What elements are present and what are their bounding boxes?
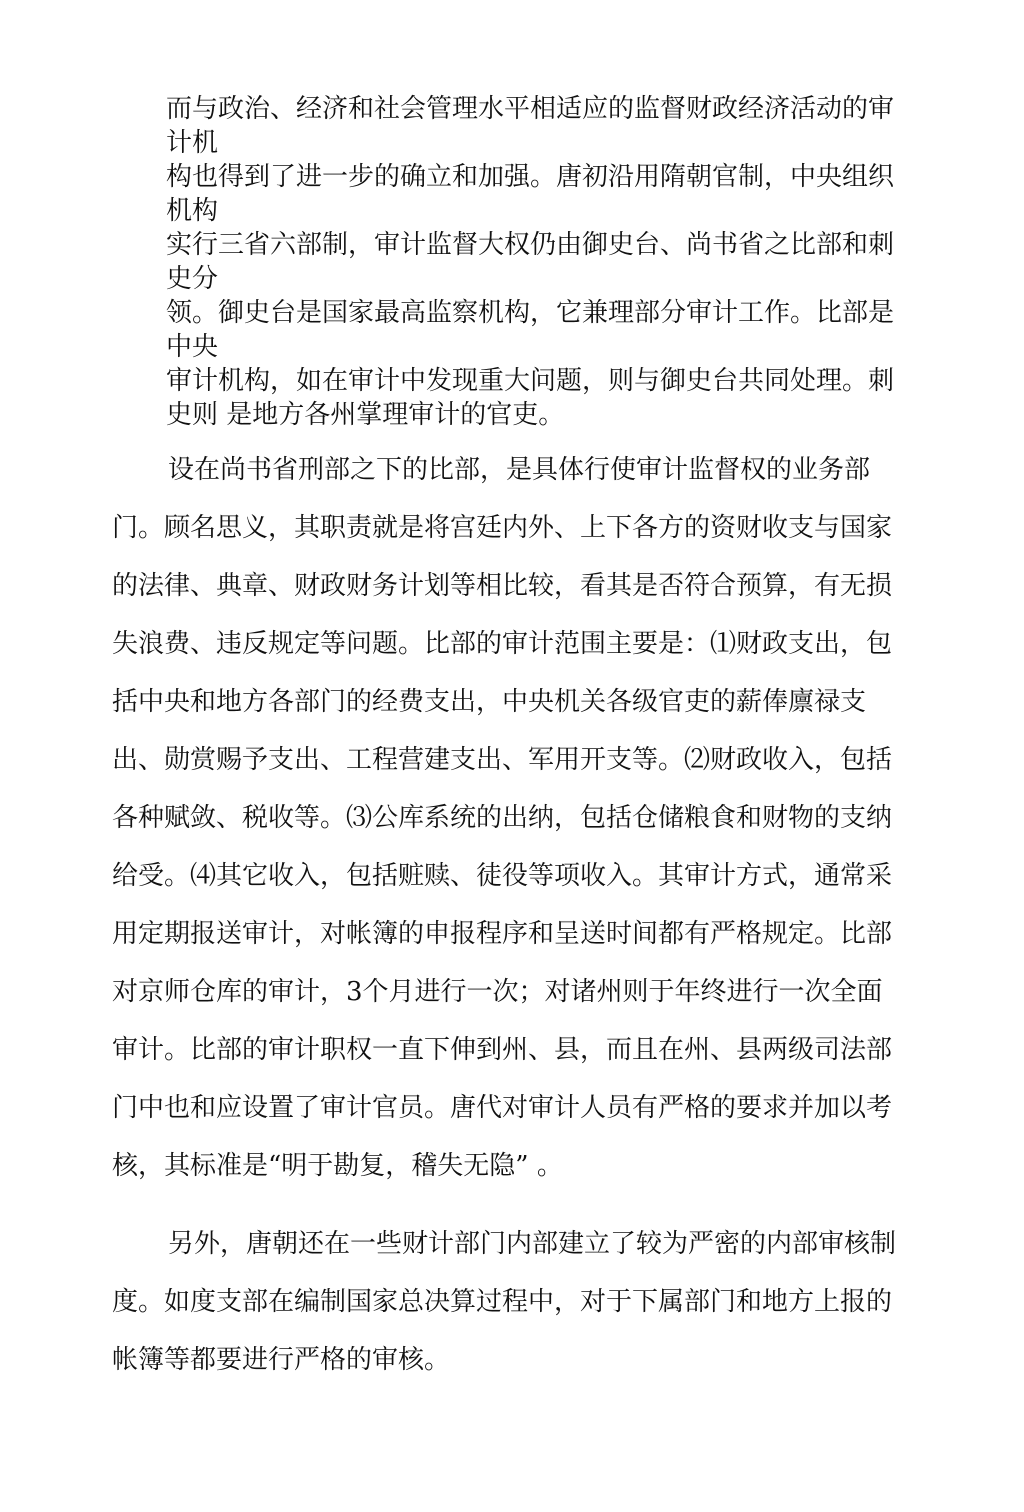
text-line: 计机 — [166, 128, 219, 158]
text-line: 实行三省六部制，审计监督大权仍由御史台、尚书省之比部和刺 — [166, 230, 895, 260]
text-line: 门中也和应设置了审计官员。唐代对审计人员有严格的要求并加以考 — [112, 1093, 893, 1123]
text-line: 设在尚书省刑部之下的比部，是具体行使审计监督权的业务部 — [168, 455, 871, 485]
paragraph-3 — [112, 1226, 902, 1400]
text-line: 核，其标准是“明于勘复，稽失无隐” 。 — [112, 1151, 563, 1181]
text-line: 对京师仓库的审计，3个月进行一次；对诸州则于年终进行一次全面 — [112, 977, 883, 1007]
text-line: 括中央和地方各部门的经费支出，中央机关各级官吏的薪俸廪禄支 — [112, 687, 867, 717]
text-line: 史分 — [166, 264, 219, 294]
text-line: 帐簿等都要进行严格的审核。 — [112, 1345, 451, 1375]
text-line: 的法律、典章、财政财务计划等相比较，看其是否符合预算，有无损 — [112, 571, 893, 601]
text-line: 各种赋敛、税收等。⑶公库系统的出纳，包括仓储粮食和财物的支纳 — [112, 803, 893, 833]
text-line: 另外，唐朝还在一些财计部门内部建立了较为严密的内部审核制 — [168, 1229, 897, 1259]
text-line: 失浪费、违反规定等问题。比部的审计范围主要是：⑴财政支出，包 — [112, 629, 893, 659]
paragraph-1 — [166, 92, 896, 432]
text-line: 构也得到了进一步的确立和加强。唐初沿用隋朝官制，中央组织 — [166, 162, 895, 192]
text-line: 而与政治、经济和社会管理水平相适应的监督财政经济活动的审 — [166, 94, 895, 124]
text-line: 审计机构，如在审计中发现重大问题，则与御史台共同处理。刺 — [166, 366, 895, 396]
text-line: 度。如度支部在编制国家总决算过程中，对于下属部门和地方上报的 — [112, 1287, 893, 1317]
text-line: 史则 是地方各州掌理审计的官吏。 — [166, 400, 565, 430]
text-line: 出、勋赏赐予支出、工程营建支出、军用开支等。⑵财政收入，包括 — [112, 745, 893, 775]
text-line: 机构 — [166, 196, 219, 226]
text-line: 门。顾名思义，其职责就是将宫廷内外、上下各方的资财收支与国家 — [112, 513, 893, 543]
paragraph-2 — [112, 452, 902, 1206]
text-line: 领。御史台是国家最高监察机构，它兼理部分审计工作。比部是 — [166, 298, 895, 328]
text-line: 给受。⑷其它收入，包括赃赎、徒役等项收入。其审计方式，通常采 — [112, 861, 893, 891]
text-line: 中央 — [166, 332, 219, 362]
text-line: 审计。比部的审计职权一直下伸到州、县，而且在州、县两级司法部 — [112, 1035, 893, 1065]
text-line: 用定期报送审计，对帐簿的申报程序和呈送时间都有严格规定。比部 — [112, 919, 893, 949]
